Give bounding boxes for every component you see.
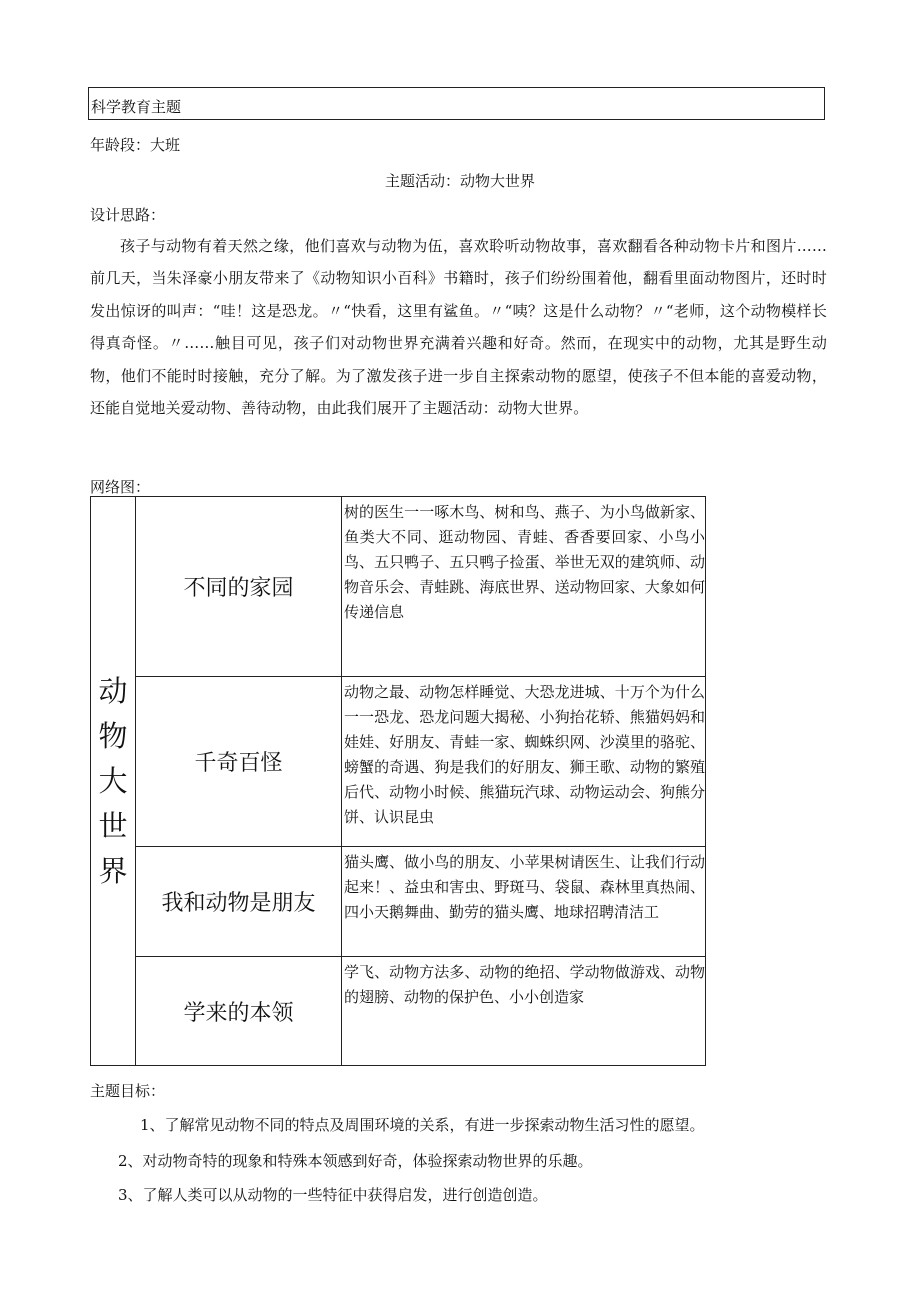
subtopic-cell <box>136 497 342 677</box>
subtopic-cell <box>136 957 342 1066</box>
design-paragraph: 孩子与动物有着天然之缘，他们喜欢与动物为伍，喜欢聆听动物故事，喜欢翻看各种动物卡片和图片……前几天，当朱泽豪小朋友带来了《动物知识小百科》书籍时，孩子们纷纷围着他，翻看里面动物图片，还时时发出惊讶的叫声：“哇！这是恐龙。〃“快看，这里有鲨鱼。〃“咦？这是什么动物？〃“老师，这个动物模样长得真奇怪。〃……触目可见，孩子们对动物世界充满着兴趣和好奇。然而，在现实中的动物，尤其是野生动物，他们不能时时接触，充分了解。为了激发孩子进一步自主探索动物的愿望，使孩子不但本能的喜爱动物，还能自觉地关爱动物、善待动物，由此我们展开了主题活动：动物大世界。 <box>90 237 827 418</box>
header-box-title: 科学教育主题 <box>91 98 182 116</box>
subtopic-label: 不同的家园 <box>183 576 294 601</box>
network-row <box>91 677 706 847</box>
main-topic-cell <box>91 497 136 1066</box>
subtopic-label: 学来的本领 <box>183 1000 294 1026</box>
header-box <box>88 87 825 120</box>
subtopic-content: 猫头鹰、做小鸟的朋友、小苹果树请医生、让我们行动起来！、益虫和害虫、野斑马、袋鼠、森林里真热闹、四小天鹅舞曲、勤劳的猫头鹰、地球招聘清洁工 <box>342 847 706 957</box>
subtopic-cell <box>136 677 342 847</box>
subtopic-cell <box>136 847 342 957</box>
network-row <box>91 957 706 1066</box>
subtopic-content: 树的医生一一啄木鸟、树和鸟、燕子、为小鸟做新家、鱼类大不同、逛动物园、青蛙、香香要回家、小鸟小鸟、五只鸭子、五只鸭子捡蛋、举世无双的建筑师、动物音乐会、青蛙跳、海底世界、送动物回家、大象如何传递信息 <box>342 497 706 677</box>
network-row <box>91 847 706 957</box>
goal-item: 1、了解常见动物不同的特点及周围环境的关系，有进一步探索动物生活习性的愿望。 <box>140 1116 705 1134</box>
goal-item: 2、对动物奇特的现象和特殊本领感到好奇，体验探索动物世界的乐趣。 <box>118 1152 593 1170</box>
theme-activity-title: 主题活动：动物大世界 <box>384 172 535 190</box>
network-table <box>90 496 706 1066</box>
subtopic-content: 学飞、动物方法多、动物的绝招、学动物做游戏、动物的翅膀、动物的保护色、小小创造家 <box>342 957 706 1066</box>
network-row <box>91 497 706 677</box>
subtopic-label: 我和动物是朋友 <box>161 891 316 916</box>
network-heading: 网络图： <box>90 478 151 496</box>
goals-heading: 主题目标： <box>90 1082 166 1100</box>
subtopic-content: 动物之最、动物怎样睡觉、大恐龙进城、十万个为什么一一恐龙、恐龙问题大揭秘、小狗抬花轿、熊猫妈妈和娃娃、好朋友、青蛙一家、蜘蛛织网、沙漠里的骆驼、螃蟹的奇遇、狗是我们的好朋友、狮王歌、动物的繁殖后代、动物小时候、熊猫玩汽球、动物运动会、狗熊分饼、认识昆虫 <box>342 677 706 847</box>
age-group-line: 年龄段：大班 <box>90 136 181 154</box>
design-heading: 设计思路： <box>90 206 166 224</box>
main-topic-label: 动物大世界 <box>98 673 128 888</box>
goal-item: 3、了解人类可以从动物的一些特征中获得启发，进行创造创造。 <box>118 1186 548 1204</box>
subtopic-label: 千奇百怪 <box>194 751 283 776</box>
